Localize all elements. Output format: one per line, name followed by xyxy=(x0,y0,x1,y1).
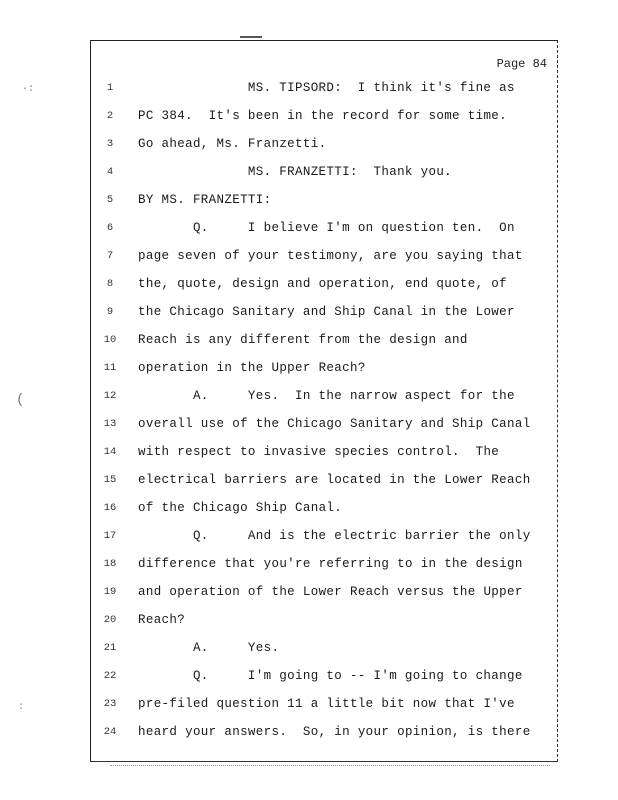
line-number: 1 xyxy=(106,82,114,94)
line-number: 10 xyxy=(103,334,117,346)
transcript-line xyxy=(91,330,557,350)
line-number: 12 xyxy=(103,390,117,402)
line-text: A. Yes. In the narrow aspect for the xyxy=(192,389,515,403)
line-number: 15 xyxy=(103,474,117,486)
line-text: the Chicago Sanitary and Ship Canal in the Lower xyxy=(138,305,515,319)
line-number: 23 xyxy=(103,698,117,710)
line-number: 6 xyxy=(106,222,114,234)
transcript-line xyxy=(91,162,557,182)
transcript-line xyxy=(91,526,557,546)
transcript-line xyxy=(91,134,557,154)
line-text: operation in the Upper Reach? xyxy=(138,361,366,375)
transcript-line xyxy=(91,218,557,238)
line-number: 11 xyxy=(103,362,117,374)
line-text: and operation of the Lower Reach versus the Upper xyxy=(138,585,523,599)
line-number: 14 xyxy=(103,446,117,458)
line-number: 24 xyxy=(103,726,117,738)
transcript-line xyxy=(91,582,557,602)
line-text: the, quote, design and operation, end quote, of xyxy=(138,277,508,291)
line-text: A. Yes. xyxy=(192,641,280,655)
transcript-line xyxy=(91,190,557,210)
scan-speck: : xyxy=(18,702,25,713)
transcript-line xyxy=(91,358,557,378)
line-text: Reach is any different from the design and xyxy=(138,333,468,347)
line-number: 8 xyxy=(106,278,114,290)
transcript-lines xyxy=(91,41,557,761)
scan-mark-top xyxy=(240,36,262,38)
scan-edge-dots xyxy=(110,765,550,766)
transcript-line xyxy=(91,442,557,462)
line-text: MS. FRANZETTI: Thank you. xyxy=(247,165,453,179)
transcript-line xyxy=(91,78,557,98)
line-text: electrical barriers are located in the Lower Reach xyxy=(138,473,531,487)
transcript-page xyxy=(90,40,558,762)
line-number: 3 xyxy=(106,138,114,150)
transcript-line xyxy=(91,106,557,126)
transcript-line xyxy=(91,414,557,434)
transcript-line xyxy=(91,610,557,630)
line-text: with respect to invasive species control. The xyxy=(138,445,500,459)
transcript-line xyxy=(91,554,557,574)
transcript-line xyxy=(91,722,557,742)
line-number: 19 xyxy=(103,586,117,598)
line-text: heard your answers. So, in your opinion, is there xyxy=(138,725,531,739)
line-number: 9 xyxy=(106,306,114,318)
line-text: pre-filed question 11 a little bit now that I've xyxy=(138,697,515,711)
line-text: PC 384. It's been in the record for some time. xyxy=(138,109,508,123)
line-text: Q. I believe I'm on question ten. On xyxy=(192,221,515,235)
page-number-label: Page 84 xyxy=(496,57,547,71)
line-number: 5 xyxy=(106,194,114,206)
scan-speck: ·: xyxy=(22,84,35,95)
transcript-line xyxy=(91,694,557,714)
line-number: 7 xyxy=(106,250,114,262)
transcript-line xyxy=(91,302,557,322)
transcript-line xyxy=(91,386,557,406)
transcript-line xyxy=(91,274,557,294)
line-text: Q. And is the electric barrier the only xyxy=(192,529,531,543)
line-number: 16 xyxy=(103,502,117,514)
scan-speck: ( xyxy=(16,392,25,408)
line-text: Reach? xyxy=(138,613,186,627)
line-text: difference that you're referring to in the design xyxy=(138,557,523,571)
line-number: 2 xyxy=(106,110,114,122)
line-text: page seven of your testimony, are you saying that xyxy=(138,249,523,263)
line-number: 13 xyxy=(103,418,117,430)
line-text: Go ahead, Ms. Franzetti. xyxy=(138,137,327,151)
line-text: BY MS. FRANZETTI: xyxy=(138,193,272,207)
transcript-line xyxy=(91,246,557,266)
line-text: Q. I'm going to -- I'm going to change xyxy=(192,669,523,683)
transcript-line xyxy=(91,470,557,490)
transcript-line xyxy=(91,638,557,658)
transcript-line xyxy=(91,498,557,518)
line-text: MS. TIPSORD: I think it's fine as xyxy=(247,81,515,95)
line-text: overall use of the Chicago Sanitary and Ship Canal xyxy=(138,417,531,431)
transcript-line xyxy=(91,666,557,686)
line-number: 21 xyxy=(103,642,117,654)
line-number: 18 xyxy=(103,558,117,570)
line-number: 20 xyxy=(103,614,117,626)
line-number: 4 xyxy=(106,166,114,178)
line-text: of the Chicago Ship Canal. xyxy=(138,501,343,515)
line-number: 22 xyxy=(103,670,117,682)
line-number: 17 xyxy=(103,530,117,542)
